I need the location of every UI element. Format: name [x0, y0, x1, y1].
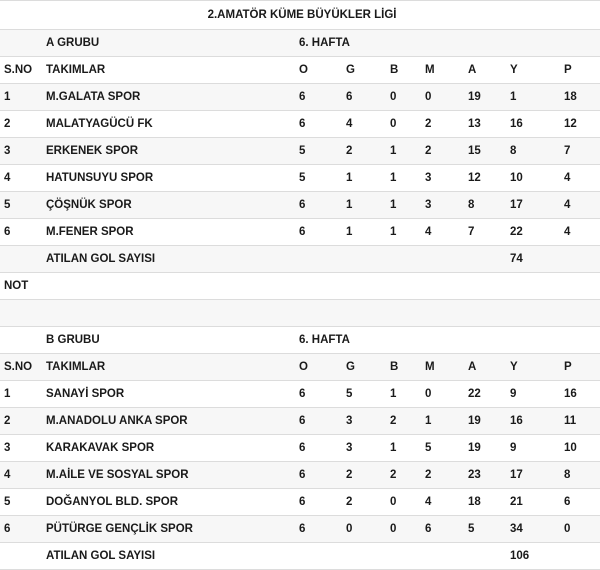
row-a: 15 — [464, 138, 506, 165]
group-b-header-row — [0, 327, 600, 354]
row-team: ERKENEK SPOR — [42, 138, 295, 165]
goals-label: ATILAN GOL SAYISI — [42, 543, 506, 570]
row-m: 5 — [421, 435, 464, 462]
row-o: 6 — [295, 219, 342, 246]
row-p: 4 — [560, 192, 600, 219]
row-p: 16 — [560, 381, 600, 408]
row-m: 6 — [421, 516, 464, 543]
row-m: 2 — [421, 462, 464, 489]
row-g: 4 — [342, 111, 386, 138]
row-a: 18 — [464, 489, 506, 516]
row-o: 5 — [295, 165, 342, 192]
row-a: 7 — [464, 219, 506, 246]
row-b: 0 — [386, 489, 421, 516]
row-team: HATUNSUYU SPOR — [42, 165, 295, 192]
col-header-sno: S.NO — [0, 354, 42, 381]
row-p: 4 — [560, 165, 600, 192]
row-o: 6 — [295, 381, 342, 408]
row-g: 1 — [342, 192, 386, 219]
spacer-row — [0, 300, 600, 327]
row-y: 16 — [506, 111, 560, 138]
row-m: 3 — [421, 192, 464, 219]
row-team: M.FENER SPOR — [42, 219, 295, 246]
empty-cell — [560, 543, 600, 570]
row-m: 3 — [421, 165, 464, 192]
row-sno: 3 — [0, 435, 42, 462]
row-p: 6 — [560, 489, 600, 516]
row-sno: 6 — [0, 516, 42, 543]
row-a: 19 — [464, 435, 506, 462]
col-header-b: B — [386, 57, 421, 84]
row-b: 1 — [386, 165, 421, 192]
col-header-y: Y — [506, 57, 560, 84]
table-row — [0, 111, 600, 138]
row-a: 5 — [464, 516, 506, 543]
row-y: 9 — [506, 435, 560, 462]
row-team: M.AİLE VE SOSYAL SPOR — [42, 462, 295, 489]
row-a: 23 — [464, 462, 506, 489]
row-b: 1 — [386, 192, 421, 219]
row-p: 12 — [560, 111, 600, 138]
col-header-a: A — [464, 354, 506, 381]
col-header-team: TAKIMLAR — [42, 57, 295, 84]
row-a: 19 — [464, 408, 506, 435]
row-b: 1 — [386, 219, 421, 246]
row-p: 8 — [560, 462, 600, 489]
row-b: 0 — [386, 516, 421, 543]
table-row — [0, 462, 600, 489]
row-b: 1 — [386, 381, 421, 408]
table-row — [0, 192, 600, 219]
row-m: 2 — [421, 111, 464, 138]
row-team: SANAYİ SPOR — [42, 381, 295, 408]
row-sno: 1 — [0, 84, 42, 111]
row-g: 1 — [342, 219, 386, 246]
row-team: M.GALATA SPOR — [42, 84, 295, 111]
row-o: 6 — [295, 111, 342, 138]
row-m: 1 — [421, 408, 464, 435]
row-y: 1 — [506, 84, 560, 111]
row-p: 10 — [560, 435, 600, 462]
note-row — [0, 273, 600, 300]
row-y: 10 — [506, 165, 560, 192]
row-b: 2 — [386, 462, 421, 489]
row-o: 5 — [295, 138, 342, 165]
empty-cell — [0, 327, 42, 354]
row-g: 2 — [342, 462, 386, 489]
goals-total: 74 — [506, 246, 560, 273]
row-g: 2 — [342, 489, 386, 516]
row-m: 2 — [421, 138, 464, 165]
row-b: 0 — [386, 111, 421, 138]
row-team: MALATYAGÜCÜ FK — [42, 111, 295, 138]
empty-cell — [0, 246, 42, 273]
col-header-y: Y — [506, 354, 560, 381]
row-p: 11 — [560, 408, 600, 435]
row-sno: 1 — [0, 381, 42, 408]
col-header-o: O — [295, 57, 342, 84]
col-header-g: G — [342, 57, 386, 84]
empty-cell — [0, 543, 42, 570]
row-team: ÇÖŞNÜK SPOR — [42, 192, 295, 219]
table-row — [0, 408, 600, 435]
table-row — [0, 219, 600, 246]
row-sno: 4 — [0, 462, 42, 489]
row-o: 6 — [295, 84, 342, 111]
row-b: 2 — [386, 408, 421, 435]
row-sno: 6 — [0, 219, 42, 246]
col-header-o: O — [295, 354, 342, 381]
row-g: 3 — [342, 408, 386, 435]
row-sno: 3 — [0, 138, 42, 165]
row-y: 17 — [506, 462, 560, 489]
row-y: 21 — [506, 489, 560, 516]
row-o: 6 — [295, 192, 342, 219]
col-header-g: G — [342, 354, 386, 381]
goals-label: ATILAN GOL SAYISI — [42, 246, 506, 273]
col-header-m: M — [421, 354, 464, 381]
col-header-p: P — [560, 354, 600, 381]
row-b: 1 — [386, 138, 421, 165]
empty-cell — [560, 246, 600, 273]
row-g: 6 — [342, 84, 386, 111]
row-g: 3 — [342, 435, 386, 462]
title-row — [0, 1, 600, 30]
table-row — [0, 516, 600, 543]
table-row — [0, 138, 600, 165]
row-o: 6 — [295, 408, 342, 435]
col-header-team: TAKIMLAR — [42, 354, 295, 381]
row-m: 4 — [421, 489, 464, 516]
row-team: PÜTÜRGE GENÇLİK SPOR — [42, 516, 295, 543]
row-g: 1 — [342, 165, 386, 192]
row-team: M.ANADOLU ANKA SPOR — [42, 408, 295, 435]
row-g: 5 — [342, 381, 386, 408]
row-b: 0 — [386, 84, 421, 111]
row-team: KARAKAVAK SPOR — [42, 435, 295, 462]
row-p: 4 — [560, 219, 600, 246]
row-y: 16 — [506, 408, 560, 435]
row-a: 8 — [464, 192, 506, 219]
row-sno: 2 — [0, 408, 42, 435]
group-a-week: 6. HAFTA — [295, 30, 600, 57]
row-o: 6 — [295, 462, 342, 489]
goals-total: 106 — [506, 543, 560, 570]
row-o: 6 — [295, 516, 342, 543]
row-a: 13 — [464, 111, 506, 138]
table-row — [0, 435, 600, 462]
row-y: 9 — [506, 381, 560, 408]
row-sno: 5 — [0, 192, 42, 219]
group-a-goals-row — [0, 246, 600, 273]
row-y: 17 — [506, 192, 560, 219]
group-a-name: A GRUBU — [42, 30, 295, 57]
row-p: 0 — [560, 516, 600, 543]
group-b-name: B GRUBU — [42, 327, 295, 354]
table-row — [0, 381, 600, 408]
empty-cell — [0, 300, 600, 327]
group-b-week: 6. HAFTA — [295, 327, 600, 354]
table-row — [0, 165, 600, 192]
empty-cell — [0, 30, 42, 57]
group-a-header-row — [0, 30, 600, 57]
row-y: 22 — [506, 219, 560, 246]
group-a-columns-row — [0, 57, 600, 84]
table-row — [0, 489, 600, 516]
row-m: 4 — [421, 219, 464, 246]
row-a: 19 — [464, 84, 506, 111]
col-header-m: M — [421, 57, 464, 84]
row-o: 6 — [295, 489, 342, 516]
col-header-sno: S.NO — [0, 57, 42, 84]
row-sno: 5 — [0, 489, 42, 516]
group-b-goals-row — [0, 543, 600, 570]
row-g: 0 — [342, 516, 386, 543]
group-b-columns-row — [0, 354, 600, 381]
table-row — [0, 84, 600, 111]
row-y: 8 — [506, 138, 560, 165]
row-o: 6 — [295, 435, 342, 462]
row-p: 7 — [560, 138, 600, 165]
row-a: 12 — [464, 165, 506, 192]
row-sno: 4 — [0, 165, 42, 192]
row-team: DOĞANYOL BLD. SPOR — [42, 489, 295, 516]
row-g: 2 — [342, 138, 386, 165]
row-b: 1 — [386, 435, 421, 462]
row-p: 18 — [560, 84, 600, 111]
row-m: 0 — [421, 381, 464, 408]
col-header-b: B — [386, 354, 421, 381]
row-m: 0 — [421, 84, 464, 111]
note-label: NOT — [0, 273, 600, 300]
col-header-a: A — [464, 57, 506, 84]
row-sno: 2 — [0, 111, 42, 138]
col-header-p: P — [560, 57, 600, 84]
league-title: 2.AMATÖR KÜME BÜYÜKLER LİGİ — [0, 1, 600, 30]
row-y: 34 — [506, 516, 560, 543]
row-a: 22 — [464, 381, 506, 408]
